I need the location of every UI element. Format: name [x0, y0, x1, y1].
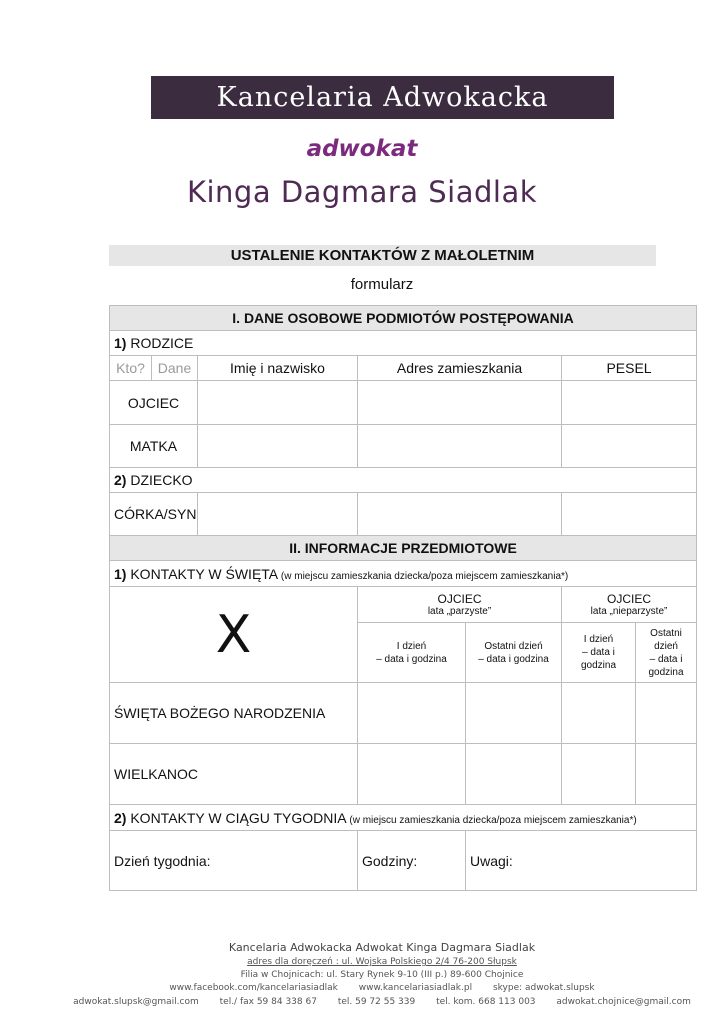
footer-branch: Filia w Chojnicach: ul. Stary Rynek 9-10 (III p.) 89-600 Chojnice	[240, 970, 524, 980]
last-day-odd: Ostatni dzień – data i godzina	[636, 623, 697, 683]
father-label: OJCIEC	[110, 381, 198, 425]
child-address-field[interactable]	[358, 493, 562, 536]
mother-pesel-field[interactable]	[562, 425, 697, 468]
lawyer-name: Kinga Dagmara Siadlak	[186, 175, 538, 209]
footer-skype: skype: adwokat.slupsk	[492, 983, 595, 993]
footer-address: adres dla doręczeń : ul. Wojska Polskiego 2/4 76-200 Słupsk	[247, 957, 517, 967]
notes-field[interactable]: Uwagi:	[466, 831, 697, 891]
col-kto: Kto?	[110, 356, 152, 381]
footer-website[interactable]: www.kancelariasiadlak.pl	[358, 983, 473, 993]
child-pesel-field[interactable]	[562, 493, 697, 536]
col-name: Imię i nazwisko	[198, 356, 358, 381]
christmas-label: ŚWIĘTA BOŻEGO NARODZENIA	[110, 683, 358, 744]
footer-email2[interactable]: adwokat.chojnice@gmail.com	[556, 997, 691, 1007]
form-table	[109, 305, 697, 891]
section2-title: II. INFORMACJE PRZEDMIOTOWE	[110, 536, 697, 561]
document-title: USTALENIE KONTAKTÓW Z MAŁOLETNIM	[109, 245, 656, 266]
header-subtitle: adwokat	[306, 136, 418, 162]
x-mark: X	[110, 587, 358, 683]
col-address: Adres zamieszkania	[358, 356, 562, 381]
father-address-field[interactable]	[358, 381, 562, 425]
holidays-heading: 1) KONTAKTY W ŚWIĘTA (w miejscu zamieszkania dziecka/poza miejscem zamieszkania*)	[110, 561, 697, 587]
father-pesel-field[interactable]	[562, 381, 697, 425]
child-heading: 2) DZIECKO	[110, 468, 697, 493]
easter-even-last[interactable]	[466, 744, 562, 805]
document-subtitle: formularz	[350, 276, 414, 293]
mother-address-field[interactable]	[358, 425, 562, 468]
col-pesel: PESEL	[562, 356, 697, 381]
weekday-field[interactable]: Dzień tygodnia:	[110, 831, 358, 891]
first-day-odd: I dzień – data i godzina	[562, 623, 636, 683]
footer-email1[interactable]: adwokat.slupsk@gmail.com	[73, 997, 199, 1007]
first-day-even: I dzień – data i godzina	[358, 623, 466, 683]
col-dane: Dane	[152, 356, 198, 381]
christmas-even-first[interactable]	[358, 683, 466, 744]
footer-phone3: tel. kom. 668 113 003	[436, 997, 536, 1007]
banner: Kancelaria Adwokacka	[151, 76, 614, 119]
footer-phone2: tel. 59 72 55 339	[337, 997, 416, 1007]
footer-phone1: tel./ fax 59 84 338 67	[219, 997, 317, 1007]
mother-label: MATKA	[110, 425, 198, 468]
christmas-even-last[interactable]	[466, 683, 562, 744]
footer-firm: Kancelaria Adwokacka Adwokat Kinga Dagmara Siadlak	[228, 941, 536, 954]
footer-web	[0, 983, 724, 993]
mother-name-field[interactable]	[198, 425, 358, 468]
last-day-even: Ostatni dzień – data i godzina	[466, 623, 562, 683]
christmas-odd-last[interactable]	[636, 683, 697, 744]
easter-even-first[interactable]	[358, 744, 466, 805]
child-name-field[interactable]	[198, 493, 358, 536]
easter-odd-first[interactable]	[562, 744, 636, 805]
footer-facebook[interactable]: www.facebook.com/kancelariasiadlak	[169, 983, 338, 993]
hours-field[interactable]: Godziny:	[358, 831, 466, 891]
footer-contacts	[0, 997, 724, 1007]
christmas-odd-first[interactable]	[562, 683, 636, 744]
father-odd-header: OJCIEC lata „nieparzyste”	[562, 587, 697, 623]
child-label: CÓRKA/SYN	[110, 493, 198, 536]
father-even-header: OJCIEC lata „parzyste”	[358, 587, 562, 623]
week-heading: 2) KONTAKTY W CIĄGU TYGODNIA (w miejscu zamieszkania dziecka/poza miejscem zamieszkania*)	[110, 805, 697, 831]
easter-odd-last[interactable]	[636, 744, 697, 805]
easter-label: WIELKANOC	[110, 744, 358, 805]
parents-heading: 1) RODZICE	[110, 331, 697, 356]
section1-title: I. DANE OSOBOWE PODMIOTÓW POSTĘPOWANIA	[110, 306, 697, 331]
father-name-field[interactable]	[198, 381, 358, 425]
